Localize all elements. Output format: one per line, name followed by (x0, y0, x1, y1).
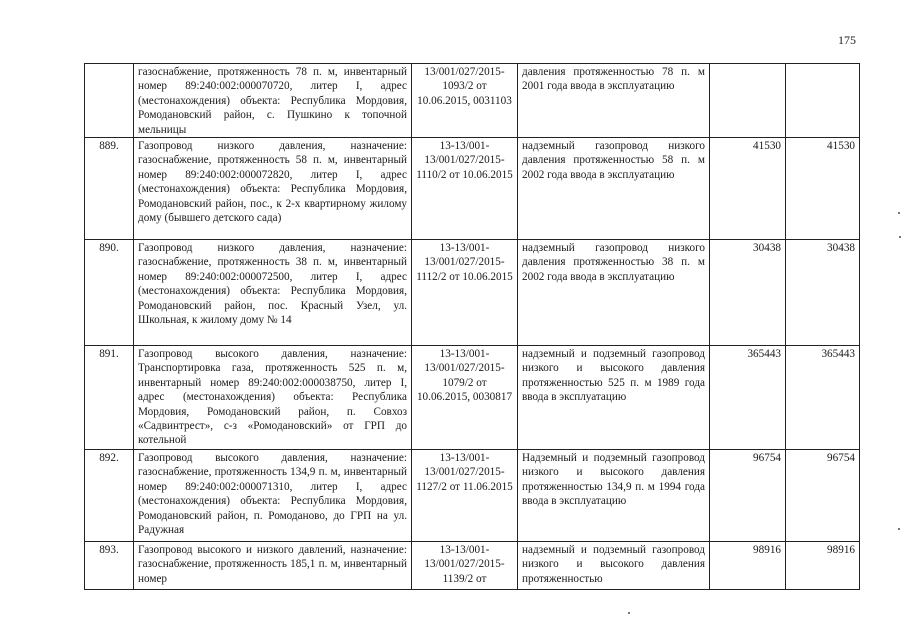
value-column-1: 96754 (710, 450, 786, 542)
value-column-1: 41530 (710, 138, 786, 240)
registration-record: 13-13/001-13/001/027/2015-1110/2 от 10.06.2015 (412, 138, 518, 240)
registration-record: 13-13/001-13/001/027/2015-1112/2 от 10.06.2015 (412, 240, 518, 346)
object-characteristics: Надземный и подземный газопровод низкого и высокого давления протяженностью 134,9 п. м 1994 года ввода в эксплуатацию (518, 450, 710, 542)
value-column-2: 98916 (786, 542, 860, 590)
object-description: газоснабжение, протяженность 78 п. м, инвентарный номер 89:240:002:000070720, литер I, адрес (местонахождения) объекта: Республика Мордовия, Ромодановский район, с. Пушкино к топочной мельницы (134, 64, 412, 138)
object-characteristics: надземный газопровод низкого давления протяженностью 38 п. м 2002 года ввода в эксплуатацию (518, 240, 710, 346)
row-number: 893. (85, 542, 134, 590)
value-column-2: 365443 (786, 346, 860, 450)
value-column-2 (786, 64, 860, 138)
scan-mark (628, 612, 630, 614)
table-row (85, 240, 860, 346)
scan-mark (898, 212, 900, 214)
object-characteristics: надземный и подземный газопровод низкого и высокого давления протяженностью (518, 542, 710, 590)
registration-record: 13/001/027/2015-1093/2 от 10.06.2015, 0031103 (412, 64, 518, 138)
value-column-1: 30438 (710, 240, 786, 346)
object-characteristics: надземный газопровод низкого давления протяженностью 58 п. м 2002 года ввода в эксплуатацию (518, 138, 710, 240)
table-row (85, 346, 860, 450)
property-registry-table (84, 63, 860, 590)
object-description: Газопровод высокого давления, назначение: Транспортировка газа, протяженность 525 п. м, инвентарный номер 89:240:002:000038750, литер I, адрес (местонахождения) объекта: Республика Мордовия, Ромодановский район, п. Совхоз «Садвинтрест», с-з «Ромодановский» от ГРП до котельной (134, 346, 412, 450)
scan-mark (899, 236, 901, 238)
registration-record: 13-13/001-13/001/027/2015-1127/2 от 11.06.2015 (412, 450, 518, 542)
row-number: 889. (85, 138, 134, 240)
page-number: 175 (838, 33, 856, 47)
object-description: Газопровод высокого давления, назначение: газоснабжение, протяженность 134,9 п. м, инвентарный номер 89:240:002:000071310, литер I, адрес (местонахождения) объекта: Республика Мордовия, Ромодановский район, п. Ромоданово, до ГРП на ул. Радужная (134, 450, 412, 542)
row-number: 892. (85, 450, 134, 542)
registration-record: 13-13/001-13/001/027/2015-1079/2 от 10.06.2015, 0030817 (412, 346, 518, 450)
table-row (85, 64, 860, 138)
table-row (85, 138, 860, 240)
row-number (85, 64, 134, 138)
object-characteristics: давления протяженностью 78 п. м 2001 года ввода в эксплуатацию (518, 64, 710, 138)
table-row (85, 450, 860, 542)
object-characteristics: надземный и подземный газопровод низкого и высокого давления протяженностью 525 п. м 1989 года ввода в эксплуатацию (518, 346, 710, 450)
object-description: Газопровод высокого и низкого давлений, назначение: газоснабжение, протяженность 185,1 п. м, инвентарный номер (134, 542, 412, 590)
object-description: Газопровод низкого давления, назначение: газоснабжение, протяженность 58 п. м, инвентарный номер 89:240:002:000072820, литер I, адрес (местонахождения) объекта: Республика Мордовия, Ромодановский район, пос., к 2-х квартирному жилому дому (бывшего детского сада) (134, 138, 412, 240)
scan-mark (898, 528, 900, 530)
value-column-1 (710, 64, 786, 138)
row-number: 890. (85, 240, 134, 346)
value-column-2: 30438 (786, 240, 860, 346)
object-description: Газопровод низкого давления, назначение: газоснабжение, протяженность 38 п. м, инвентарный номер 89:240:002:000072500, литер I, адрес (местонахождения) объекта: Республика Мордовия, Ромодановский район, пос. Красный Узел, ул. Школьная, к жилому дому № 14 (134, 240, 412, 346)
value-column-2: 41530 (786, 138, 860, 240)
value-column-1: 365443 (710, 346, 786, 450)
row-number: 891. (85, 346, 134, 450)
value-column-2: 96754 (786, 450, 860, 542)
registration-record: 13-13/001-13/001/027/2015-1139/2 от (412, 542, 518, 590)
table-row (85, 542, 860, 590)
value-column-1: 98916 (710, 542, 786, 590)
